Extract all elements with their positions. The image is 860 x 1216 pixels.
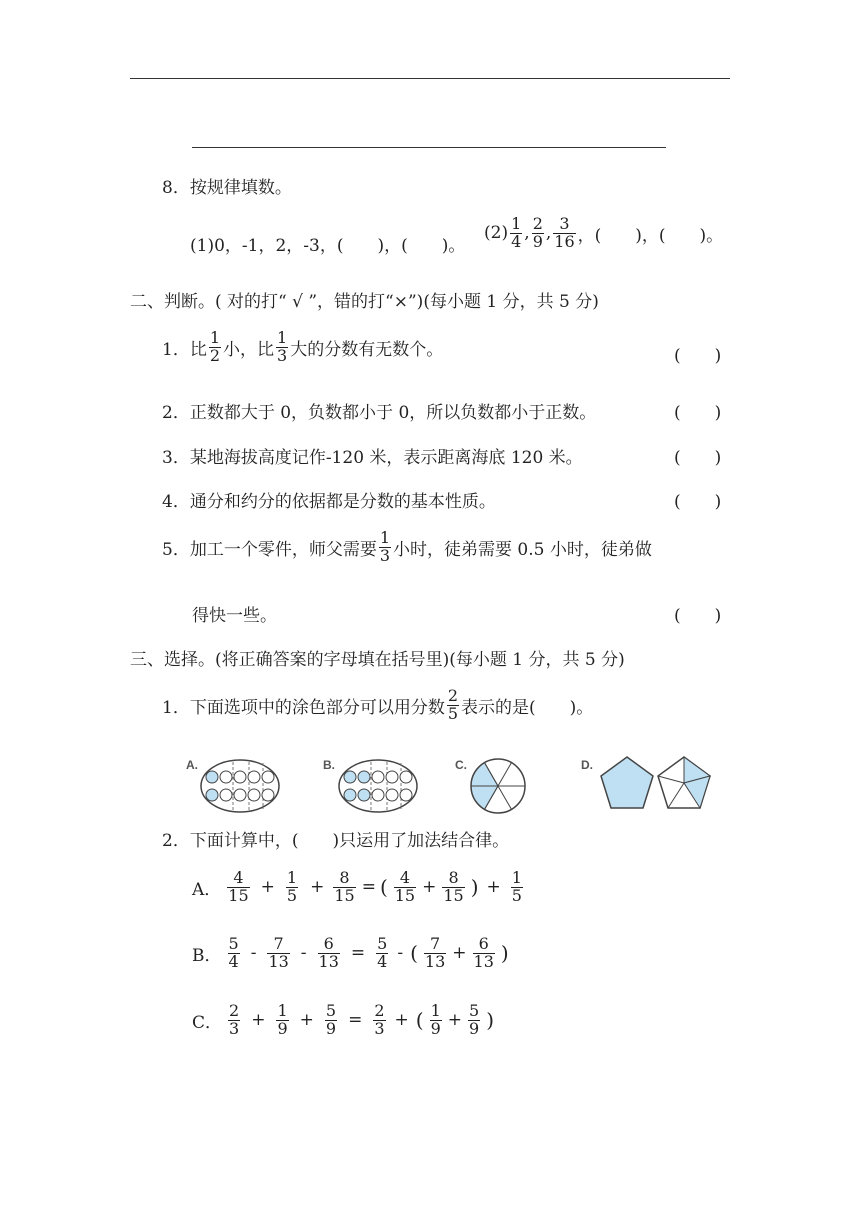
section-2-title: 二、判断。( 对的打“ √ ”，错的打“×”)(每小题 1 分，共 5 分) xyxy=(130,292,599,312)
fraction: $\frac{2}{3}$ xyxy=(229,1001,240,1038)
fraction: $\frac{1}{9}$ xyxy=(277,1001,288,1038)
figure-b-oval-circles xyxy=(339,760,417,812)
fraction: $\frac{1}{3}$ xyxy=(379,528,391,565)
judge-item-5: 5．加工一个零件，师父需要 $\frac{1}{3}$ 小时，徒弟需要 0.5 小时，徒弟做 xyxy=(162,528,652,565)
judge-item-1: 1．比 $\frac{1}{2}$ 小，比 $\frac{1}{3}$ 大的分数有无数个。 xyxy=(162,328,444,365)
fraction: $\frac{1}{5}$ xyxy=(511,868,522,905)
header-rule xyxy=(130,78,730,79)
option-a-equation: A． $\frac{4}{15}$ + $\frac{1}{5}$ + $\frac{8}{15}$ = ( $\frac{4}{15}$ + $\frac{8}{15}$ ) + $\frac{1}{5}$ xyxy=(192,868,522,905)
figure-d-pentagons xyxy=(601,757,710,808)
fraction: $\frac{2}{5}$ xyxy=(447,686,459,723)
answer-line xyxy=(192,147,666,148)
fraction: $\frac{8}{15}$ xyxy=(334,868,355,905)
answer-blank[interactable]: ( ) xyxy=(674,403,722,423)
q8-part2: (2) $\frac{1}{4}$ , $\frac{2}{9}$ , $\frac{3}{16}$ ，( )，( )。 xyxy=(484,214,724,251)
answer-blank[interactable]: ( ) xyxy=(674,448,722,468)
judge-item-3: 3．某地海拔高度记作-120 米，表示距离海底 120 米。 xyxy=(162,448,583,468)
fraction: $\frac{1}{5}$ xyxy=(286,868,298,905)
option-figures xyxy=(0,745,860,815)
fraction: $\frac{7}{13}$ xyxy=(424,934,446,971)
judge-item-4: 4．通分和约分的依据都是分数的基本性质。 xyxy=(162,492,496,512)
figure-label-c: C. xyxy=(455,758,467,772)
judge-item-5-cont: 得快一些。 xyxy=(192,606,277,626)
fraction: $\frac{5}{4}$ xyxy=(228,934,239,971)
fraction: $\frac{3}{16}$ xyxy=(554,214,575,251)
fraction: $\frac{8}{15}$ xyxy=(443,868,464,905)
fraction: $\frac{4}{15}$ xyxy=(228,868,249,905)
option-b-equation: B． $\frac{5}{4}$ - $\frac{7}{13}$ - $\frac{6}{13}$ = $\frac{5}{4}$ - ( $\frac{7}{13}$ + $\frac{6}{13}$ ) xyxy=(192,934,509,971)
figure-label-d: D. xyxy=(581,758,593,772)
figure-c-circle-sectors xyxy=(471,759,525,813)
fraction: $\frac{6}{13}$ xyxy=(318,934,339,971)
figure-label-a: A. xyxy=(186,758,198,772)
fraction: $\frac{6}{13}$ xyxy=(473,934,494,971)
figure-label-b: B. xyxy=(323,758,335,772)
fraction: $\frac{2}{3}$ xyxy=(374,1001,385,1038)
fraction: $\frac{5}{9}$ xyxy=(325,1001,337,1038)
fraction: $\frac{5}{4}$ xyxy=(377,934,388,971)
fraction: $\frac{1}{9}$ xyxy=(430,1001,441,1038)
fraction: $\frac{1}{4}$ xyxy=(511,214,522,251)
fraction: $\frac{2}{9}$ xyxy=(532,214,543,251)
choice-q2: 2．下面计算中，( )只运用了加法结合律。 xyxy=(162,831,510,851)
fraction: $\frac{1}{2}$ xyxy=(209,328,221,365)
judge-item-2: 2．正数都大于 0，负数都小于 0，所以负数都小于正数。 xyxy=(162,403,597,423)
q8-part1: (1)0，-1，2，-3，( )，( )。 xyxy=(190,236,466,256)
fraction: $\frac{7}{13}$ xyxy=(268,934,289,971)
fraction: $\frac{5}{9}$ xyxy=(469,1001,480,1038)
q8-part2-label: (2) xyxy=(484,223,509,244)
answer-blank[interactable]: ( ) xyxy=(674,346,722,366)
q8-title: 8．按规律填数。 xyxy=(162,178,292,198)
answer-blank[interactable]: ( ) xyxy=(674,492,722,512)
answer-blank[interactable]: ( ) xyxy=(674,606,722,626)
option-c-equation: C． $\frac{2}{3}$ + $\frac{1}{9}$ + $\frac{5}{9}$ = $\frac{2}{3}$ + ( $\frac{1}{9}$ + $\frac{5}{9}$ ) xyxy=(192,1001,495,1038)
fraction: $\frac{4}{15}$ xyxy=(394,868,416,905)
choice-q1: 1．下面选项中的涂色部分可以用分数 $\frac{2}{5}$ 表示的是( )。 xyxy=(162,686,594,723)
fraction: $\frac{1}{3}$ xyxy=(277,328,288,365)
q8-part2-blanks: ，( )，( )。 xyxy=(577,225,724,246)
figure-a-oval-circles xyxy=(201,760,279,812)
section-3-title: 三、选择。(将正确答案的字母填在括号里)(每小题 1 分，共 5 分) xyxy=(130,650,625,670)
